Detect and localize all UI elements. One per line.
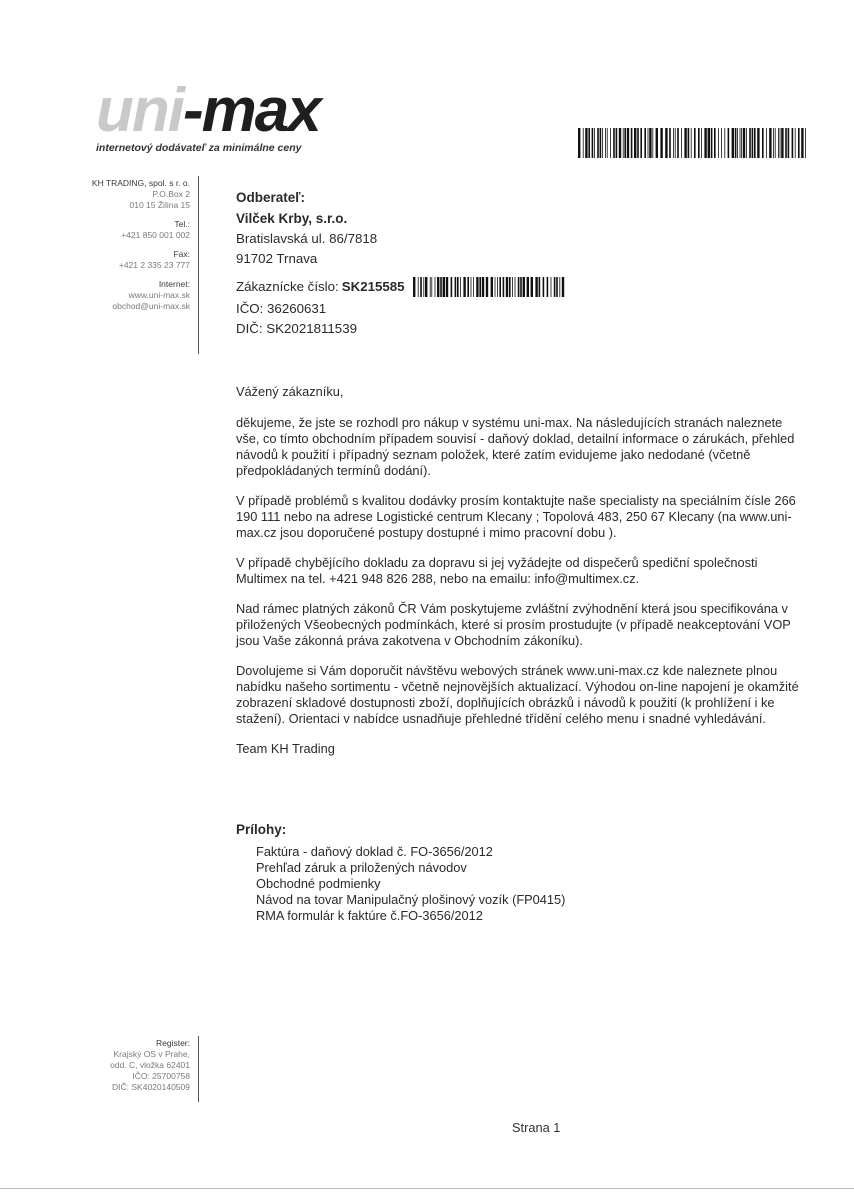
barcode-bar bbox=[553, 277, 555, 297]
sender-info bbox=[60, 178, 190, 312]
customer-dic: DIČ: SK2021811539 bbox=[236, 321, 357, 336]
barcode-bar bbox=[413, 277, 415, 297]
attachment-item: Prehľad záruk a priložených návodov bbox=[256, 860, 467, 875]
register-dic: DIČ: SK4020140509 bbox=[112, 1082, 190, 1092]
barcode-bar bbox=[795, 128, 796, 158]
barcode-bar bbox=[762, 128, 764, 158]
barcode-bar bbox=[434, 277, 435, 297]
barcode-bar bbox=[417, 277, 418, 297]
internet-label: Internet: bbox=[158, 279, 190, 289]
logo-wordmark: uni-max bbox=[96, 76, 320, 145]
barcode-bar bbox=[440, 277, 442, 297]
scan-edge bbox=[0, 1188, 854, 1189]
barcode-bar bbox=[681, 128, 682, 158]
barcode-bar bbox=[740, 128, 741, 158]
barcode-bar bbox=[708, 128, 710, 158]
barcode-bar bbox=[509, 277, 511, 297]
barcode-bar bbox=[517, 277, 519, 297]
sender-address-1: P.O.Box 2 bbox=[152, 189, 190, 199]
barcode-bar bbox=[792, 128, 794, 158]
barcode-bar bbox=[450, 277, 452, 297]
barcode-bar bbox=[785, 128, 787, 158]
barcode-bar bbox=[442, 277, 444, 297]
barcode-bar bbox=[445, 277, 447, 297]
barcode-bar bbox=[648, 128, 649, 158]
barcode-bar bbox=[724, 128, 725, 158]
register-divider bbox=[198, 1036, 199, 1102]
signoff: Team KH Trading bbox=[236, 741, 335, 756]
barcode-bar bbox=[752, 128, 754, 158]
barcode-bar bbox=[644, 128, 646, 158]
barcode-bar bbox=[637, 128, 639, 158]
barcode-bar bbox=[714, 128, 716, 158]
barcode-bar bbox=[559, 277, 560, 297]
barcode-bar bbox=[610, 128, 611, 158]
barcode-bar bbox=[605, 128, 606, 158]
barcode-bar bbox=[718, 128, 719, 158]
barcode-bar bbox=[801, 128, 803, 158]
barcode-bar bbox=[656, 128, 658, 158]
customer-name: Vilček Krby, s.r.o. bbox=[236, 211, 348, 226]
barcode-bar bbox=[607, 128, 608, 158]
barcode-bar bbox=[423, 277, 424, 297]
barcode-bar bbox=[594, 128, 595, 158]
barcode-bar bbox=[669, 128, 671, 158]
barcode-bar bbox=[775, 128, 776, 158]
barcode-bar bbox=[743, 128, 745, 158]
barcode-bar bbox=[640, 128, 642, 158]
greeting: Vážený zákazníku, bbox=[236, 384, 344, 399]
barcode-bar bbox=[732, 128, 734, 158]
barcode-bar bbox=[473, 277, 474, 297]
barcode-bar bbox=[677, 128, 679, 158]
barcode-bar bbox=[526, 277, 528, 297]
barcode-bar bbox=[660, 128, 662, 158]
sidebar-divider bbox=[198, 176, 199, 354]
barcode-bar bbox=[741, 128, 742, 158]
barcode-bar bbox=[550, 277, 551, 297]
barcode-bar bbox=[805, 128, 806, 158]
barcode-bar bbox=[698, 128, 700, 158]
barcode-bar bbox=[431, 277, 432, 297]
barcode-bar bbox=[520, 277, 522, 297]
customer-city: 91702 Trnava bbox=[236, 251, 318, 266]
attachments-block bbox=[236, 822, 806, 924]
barcode-bar bbox=[522, 277, 524, 297]
barcode-bar bbox=[701, 128, 702, 158]
barcode-bar bbox=[684, 128, 686, 158]
barcode-bar bbox=[538, 277, 540, 297]
barcode-bar bbox=[602, 128, 603, 158]
barcode-bar bbox=[583, 128, 584, 158]
paragraph-4: Nad rámec platných zákonů ČR Vám poskytujeme zvláštní zvýhodnění která jsou specifikována v přiložených Všeobecných podmínkách, které si prosím prostudujte (v případě neakceptování VOP jsou Vaše zákonná práva zakotvena v Obchodním zákoníku). bbox=[236, 601, 791, 648]
barcode-bar bbox=[499, 277, 501, 297]
barcode-bar bbox=[490, 277, 492, 297]
register-ico: IČO: 25700758 bbox=[132, 1071, 190, 1081]
barcode-bar bbox=[485, 277, 487, 297]
tel-label: Tel.: bbox=[174, 219, 190, 229]
barcode-bar bbox=[749, 128, 751, 158]
barcode-bar bbox=[773, 128, 774, 158]
barcode-bar bbox=[619, 128, 621, 158]
barcode-bar bbox=[631, 128, 633, 158]
barcode-bar bbox=[627, 128, 629, 158]
barcode-bar bbox=[780, 128, 781, 158]
paragraph-2: V případě problémů s kvalitou dodávky prosím kontaktujte naše specialisty na speciálním čísle 266 190 111 nebo na adrese Logistické centrum Klecany ; Topolová 483, 250 67 Klecany (na www.uni-max.cz jsou doporučené postupy dostupné i mimo pracovní dobu ). bbox=[236, 493, 796, 540]
tel-value: +421 850 001 002 bbox=[121, 230, 190, 240]
paragraph-1: děkujeme, že jste se rozhodl pro nákup v systému uni-max. Na následujících stranách naleznete vše, co tímto obchodním případem souvisí - daňový doklad, detailní informace o zárukách, přehled návodů k použití i případný seznam položek, které zatím evidujeme jako nedodané (včetně předpokládaných termínů dodání). bbox=[236, 415, 795, 478]
barcode-bar bbox=[494, 277, 495, 297]
barcode-bar bbox=[766, 128, 767, 158]
paragraph-3: V případě chybějícího dokladu za dopravu si jej vyžádejte od dispečerů spediční společnosti Multimex na tel. +421 948 826 288, nebo na emailu: info@multimex.cz. bbox=[236, 555, 758, 586]
barcode-bar bbox=[688, 128, 690, 158]
barcode-bar bbox=[535, 277, 537, 297]
barcode-bar bbox=[597, 128, 599, 158]
barcode-bar bbox=[481, 277, 483, 297]
register-line-1: Krajský OS v Prahe, bbox=[113, 1049, 190, 1059]
letter-body bbox=[236, 384, 806, 771]
barcode-bar bbox=[778, 128, 779, 158]
barcode-bar bbox=[691, 128, 692, 158]
barcode-bar bbox=[737, 128, 738, 158]
barcode-bar bbox=[728, 128, 730, 158]
attachments-label: Prílohy: bbox=[236, 822, 287, 837]
barcode-bar bbox=[505, 277, 507, 297]
barcode-bar bbox=[665, 128, 667, 158]
attachment-item: Návod na tovar Manipulačný plošinový vozík (FP0415) bbox=[256, 892, 566, 907]
barcode-bar bbox=[694, 128, 696, 158]
barcode-bar bbox=[530, 277, 532, 297]
sender-address-2: 010 15 Žilina 15 bbox=[129, 200, 190, 210]
barcode-bar bbox=[460, 277, 461, 297]
barcode-bar bbox=[769, 128, 771, 158]
barcode-bar bbox=[497, 277, 498, 297]
document-barcode bbox=[578, 128, 806, 158]
barcode-bar bbox=[746, 128, 747, 158]
barcode-bar bbox=[467, 277, 469, 297]
logo-tagline: internetový dodávateľ za minimálne ceny bbox=[96, 142, 302, 154]
barcode-bar bbox=[502, 277, 504, 297]
barcode-bar bbox=[675, 128, 676, 158]
barcode-bar bbox=[711, 128, 713, 158]
barcode-bar bbox=[634, 128, 636, 158]
paragraph-5: Dovolujeme si Vám doporučit návštěvu webových stránek www.uni-max.cz kde naleznete plnou nabídku našeho sortimentu - včetně nejnovějších aktualizací. Výhodou on-line napojení je okamžité zobrazení skladové dostupnosti zboží, doplňujících obrázků i návodů k použití (k prohlížení i ke stažení). Orientaci v nabídce usnadňuje přehledné třídění celého menu i snadné vyhledávání. bbox=[236, 663, 799, 726]
customer-number-row bbox=[236, 277, 806, 297]
barcode-bar bbox=[757, 128, 759, 158]
barcode-bar bbox=[512, 277, 513, 297]
barcode-bar bbox=[457, 277, 459, 297]
register-line-2: odd. C, vložka 62401 bbox=[110, 1060, 190, 1070]
attachment-item: Faktúra - daňový doklad č. FO-3656/2012 bbox=[256, 844, 493, 859]
barcode-bar bbox=[704, 128, 706, 158]
barcode-bar bbox=[578, 128, 580, 158]
barcode-bar bbox=[429, 277, 430, 297]
barcode-bar bbox=[649, 128, 651, 158]
fax-label: Fax: bbox=[173, 249, 190, 259]
barcode-bar bbox=[616, 128, 618, 158]
barcode-bar bbox=[514, 277, 515, 297]
barcode-bar bbox=[721, 128, 722, 158]
barcode-bar bbox=[420, 277, 422, 297]
barcode-bar bbox=[437, 277, 439, 297]
customer-number-label: Zákaznícke číslo: bbox=[236, 279, 339, 294]
customer-block bbox=[236, 190, 806, 341]
barcode-bar bbox=[454, 277, 456, 297]
customer-label: Odberateľ: bbox=[236, 190, 305, 205]
customer-barcode bbox=[413, 277, 565, 297]
email-value: obchod@uni-max.sk bbox=[112, 301, 190, 311]
barcode-bar bbox=[735, 128, 737, 158]
attachment-item: RMA formulár k faktúre č.FO-3656/2012 bbox=[256, 908, 483, 923]
barcode-bar bbox=[479, 277, 481, 297]
customer-ico: IČO: 36260631 bbox=[236, 301, 327, 316]
barcode-bar bbox=[463, 277, 465, 297]
barcode-bar bbox=[673, 128, 674, 158]
barcode-bar bbox=[781, 128, 783, 158]
barcode-bar bbox=[798, 128, 800, 158]
barcode-bar bbox=[546, 277, 548, 297]
barcode-bar bbox=[623, 128, 624, 158]
barcode-bar bbox=[592, 128, 594, 158]
attachment-item: Obchodné podmienky bbox=[256, 876, 381, 891]
barcode-bar bbox=[652, 128, 653, 158]
barcode-bar bbox=[624, 128, 626, 158]
customer-street: Bratislavská ul. 86/7818 bbox=[236, 231, 378, 246]
company-logo bbox=[96, 76, 346, 160]
page-number: Strana 1 bbox=[512, 1120, 561, 1135]
web-value: www.uni-max.sk bbox=[128, 290, 190, 300]
fax-value: +421 2 335 23 777 bbox=[118, 260, 190, 270]
barcode-bar bbox=[425, 277, 427, 297]
barcode-bar bbox=[556, 277, 558, 297]
barcode-bar bbox=[542, 277, 544, 297]
barcode-bar bbox=[585, 128, 587, 158]
barcode-bar bbox=[788, 128, 790, 158]
register-info bbox=[60, 1038, 190, 1093]
barcode-bar bbox=[613, 128, 615, 158]
barcode-bar bbox=[600, 128, 602, 158]
barcode-bar bbox=[476, 277, 478, 297]
sender-company: KH TRADING, spol. s r. o. bbox=[91, 178, 190, 188]
barcode-bar bbox=[754, 128, 756, 158]
customer-number: SK215585 bbox=[341, 279, 405, 294]
attachments-list bbox=[236, 844, 806, 924]
register-label: Register: bbox=[155, 1038, 190, 1048]
barcode-bar bbox=[588, 128, 590, 158]
barcode-bar bbox=[561, 277, 563, 297]
barcode-bar bbox=[470, 277, 471, 297]
